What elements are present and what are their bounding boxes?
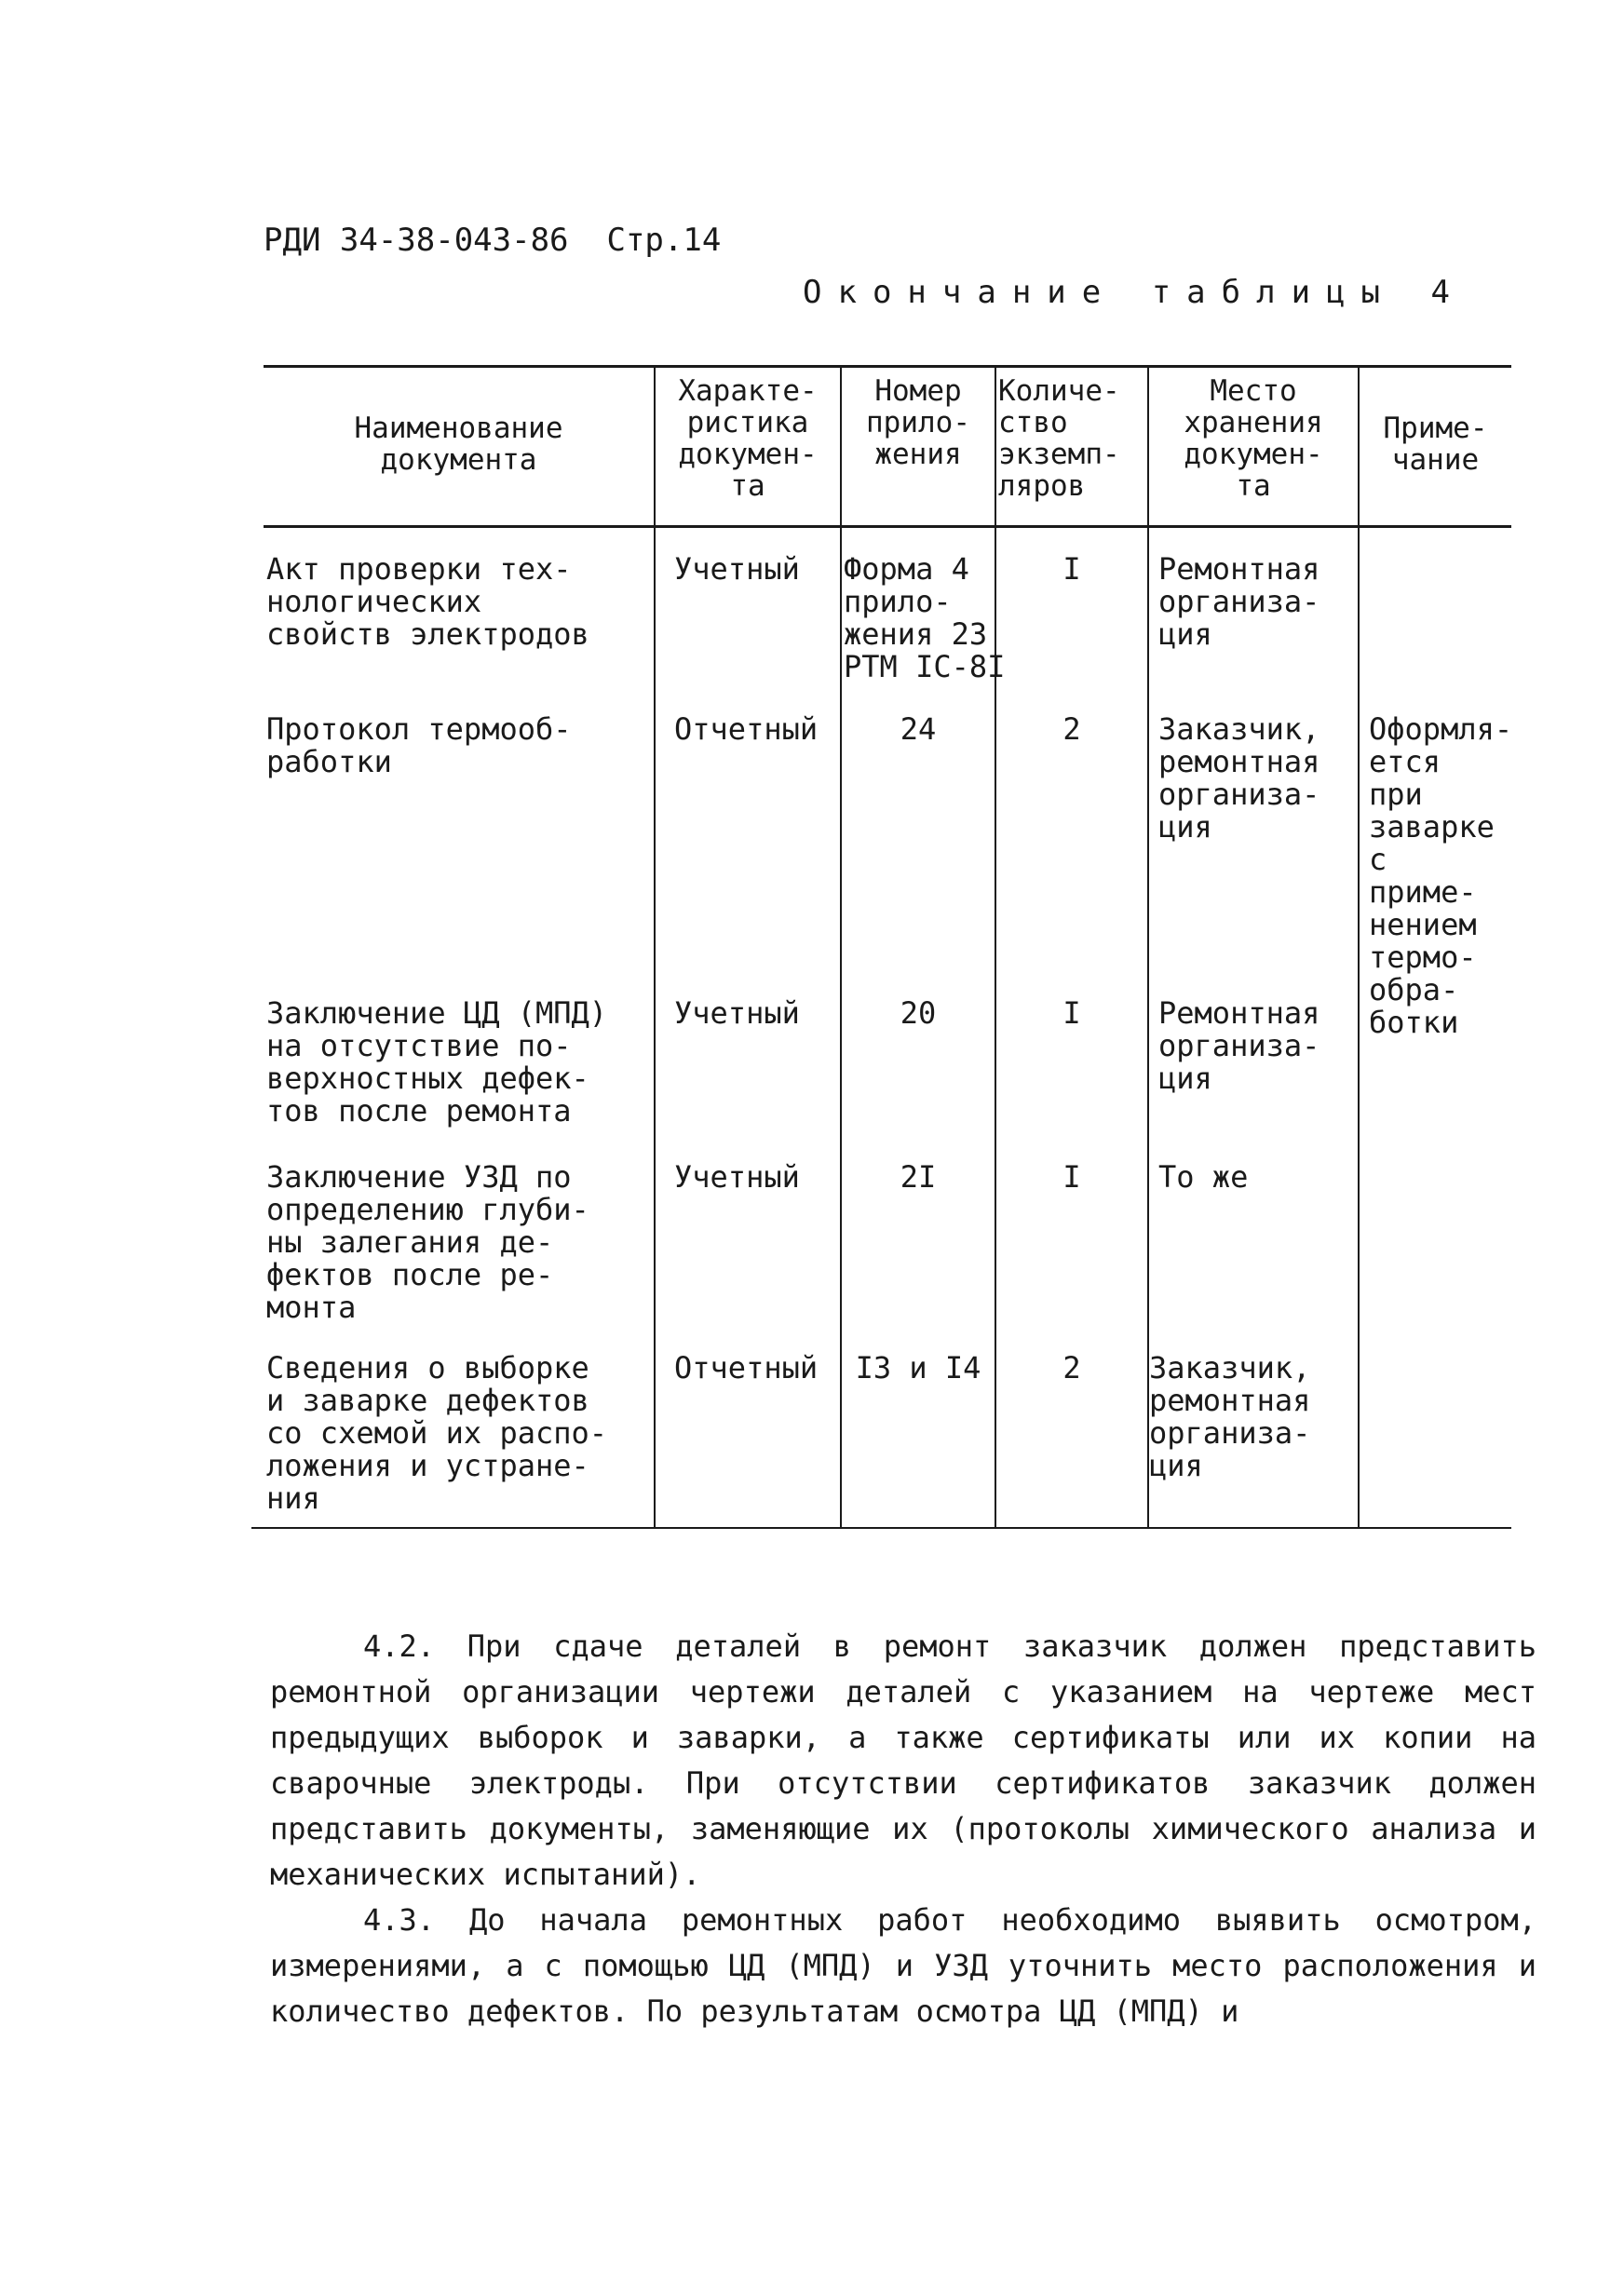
table-cell-note: Оформля- ется при заварке с приме- нением термо- обра- ботки (1369, 711, 1513, 1040)
table-cell-name: Акт проверки тех- нологических свойств электродов (266, 551, 589, 652)
table-cell-type: Учетный (674, 1159, 800, 1195)
table-cell-type: Учетный (674, 995, 800, 1031)
table-header-rule (264, 525, 1511, 528)
table-cell-copies: 2 (1062, 711, 1081, 747)
table-bottom-rule (251, 1527, 1511, 1529)
column-header-storage: Место хранения докумен- та (1184, 374, 1323, 503)
document-id: РДИ 34-38-043-86 (264, 222, 569, 259)
table-cell-type: Учетный (674, 551, 800, 587)
table-cell-storage: Ремонтная организа- ция (1158, 995, 1320, 1096)
table-cell-storage: То же (1158, 1159, 1249, 1195)
table-cell-storage: Заказчик, ремонтная организа- ция (1149, 1350, 1311, 1483)
column-header-copies: Количе- ство экземп- ляров (998, 374, 1120, 503)
column-header-appendix: Номер прило- жения (866, 374, 970, 471)
table-cell-copies: 2 (1062, 1350, 1081, 1385)
column-header-name: Наименование документа (354, 412, 563, 477)
table-cell-type: Отчетный (674, 1350, 819, 1385)
table-cell-copies: I (1062, 995, 1081, 1031)
table-cell-copies: I (1062, 551, 1081, 587)
table-cell-storage: Заказчик, ремонтная организа- ция (1158, 711, 1320, 845)
table-cell-name: Сведения о выборке и заварке дефектов со схемой их распо- ложения и устране- ния (266, 1350, 608, 1516)
table-cell-name: Заключение УЗД по определению глуби- ны залегания де- фектов после ре- монта (266, 1159, 589, 1325)
table-top-rule (264, 365, 1511, 368)
table-cell-name: Заключение ЦД (МПД) на отсутствие по- верхностных дефек- тов после ремонта (266, 995, 608, 1128)
page-number: Стр.14 (606, 222, 722, 259)
table-cell-type: Отчетный (674, 711, 819, 747)
table-cell-storage: Ремонтная организа- ция (1158, 551, 1320, 652)
table-cell-name: Протокол термооб- работки (266, 711, 572, 779)
paragraph-4-3: 4.3. До начала ремонтных работ необходимо выявить осмотром, измерениями, а с помощью ЦД (МПД) и УЗД уточнить место расположения и количество дефектов. По результатам осмотра ЦД (МПД) и (270, 1902, 1536, 2029)
page-header (264, 222, 721, 259)
column-header-note: Приме- чание (1383, 412, 1488, 477)
paragraph-4-2: 4.2. При сдаче деталей в ремонт заказчик должен представить ремонтной организации чертежи деталей с указанием на чертеже мест предыдущих выборок и заварки, а также сертификаты или их копии на сварочные электроды. При отсутствии сертификатов заказчик должен представить документы, заменяющие их (протоколы химического анализа и механических испытаний). (270, 1629, 1536, 1892)
column-divider (654, 367, 656, 1527)
column-divider (1358, 367, 1360, 1527)
table-cell-appendix: Форма 4 прило- жения 23 РТМ IС-8I (844, 551, 1006, 684)
table-caption: Окончание таблицы 4 (803, 274, 1466, 311)
table-cell-appendix: 24 (900, 711, 937, 747)
table-cell-appendix: 2I (900, 1159, 937, 1195)
table-cell-copies: I (1062, 1159, 1081, 1195)
table-cell-appendix: 20 (900, 995, 937, 1031)
column-header-type: Характе- ристика докумен- та (678, 374, 818, 503)
table-cell-appendix: I3 и I4 (855, 1350, 981, 1385)
